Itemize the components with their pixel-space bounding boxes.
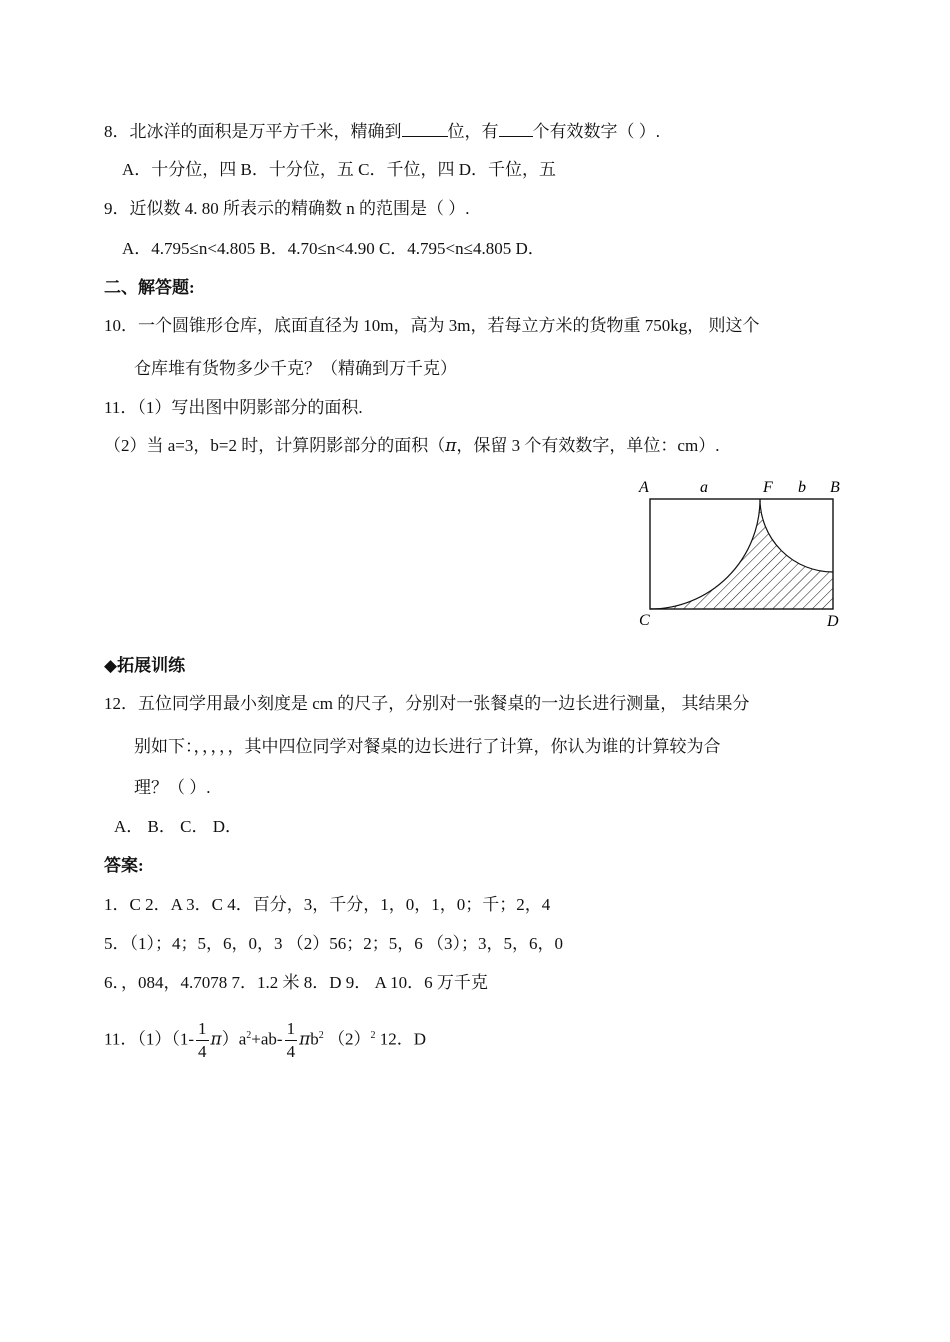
answers-title: 答案: [104, 856, 144, 875]
q11-part-1: 11．（1）写出图中阴影部分的面积. [104, 398, 363, 417]
label-F: F [763, 479, 773, 496]
q10-line-2: 仓库堆有货物多少千克？（精确到万千克） [134, 359, 457, 378]
q12-options: A． B． C． D． [114, 817, 242, 836]
answers-line-4: 11．（1）（1- $\frac{1}{4}$ $\pi)a^2+ab-$ $\frac{1}{4}$ $\pi b^2$ $(2)^2$ 12．D [104, 1019, 427, 1062]
answers-line-1: 1．C 2．A 3．C 4．百分，3，千分，1，0，1，0；千；2，4 [104, 895, 551, 914]
section-title-extension: ◆拓展训练 [104, 656, 186, 675]
q12-line-1: 12．五位同学用最小刻度是 cm 的尺子，分别对一张餐桌的一边长进行测量， 其结果分 [104, 694, 750, 713]
fraction-one-quarter: $\frac{1}{4}$ [198, 1019, 207, 1062]
pi-symbol: π [210, 1029, 222, 1050]
q11-part-2: （2）当 a=3，b=2 时，计算阴影部分的面积（π，保留 3 个有效数字，单位：cm）. [104, 436, 720, 456]
answers-line-3: 6．，084，4.7078 7．1.2 米 8．D 9． A 10．6 万千克 [104, 973, 488, 992]
q12-line-2: 别如下：，，，，，其中四位同学对餐桌的边长进行了计算，你认为谁的计算较为合 [134, 737, 721, 756]
q9-stem: 9．近似数 4. 80 所表示的精确数 n 的范围是（ ）. [104, 199, 470, 218]
q8-blank-1[interactable] [402, 119, 448, 137]
q10-line-1: 10．一个圆锥形仓库，底面直径为 10m，高为 3m，若每立方米的货物重 750kg， 则这个 [104, 316, 760, 335]
label-B: B [830, 479, 840, 496]
fraction-one-quarter: $\frac{1}{4}$ [286, 1019, 296, 1062]
label-a: a [700, 479, 708, 496]
shaded-area-figure [630, 474, 850, 634]
section-title-answers: 二、解答题: [104, 278, 195, 297]
q12-line-3: 理？（ ）. [134, 778, 211, 797]
label-D: D [827, 613, 839, 630]
q8-options: A．十分位，四 B．十分位，五 C．千位，四 D．千位，五 [122, 160, 556, 179]
pi-symbol: π [299, 1029, 311, 1050]
q8-stem: 8．北冰洋的面积是万平方千米，精确到 位，有 个有效数字（ ）. [104, 119, 660, 143]
q9-options: A．4.795≤n<4.805 B．4.70≤n<4.90 C．4.795<n≤4.805 D． [122, 239, 545, 258]
label-A: A [639, 479, 649, 496]
pi-symbol: π [445, 436, 457, 456]
shaded-region [650, 499, 833, 609]
answers-line-2: 5．（1）；4；5，6，0，3 （2）56；2；5，6 （3）；3，5，6，0 [104, 934, 563, 953]
q8-blank-2[interactable] [499, 119, 533, 137]
label-b: b [798, 479, 806, 496]
label-C: C [639, 612, 650, 629]
